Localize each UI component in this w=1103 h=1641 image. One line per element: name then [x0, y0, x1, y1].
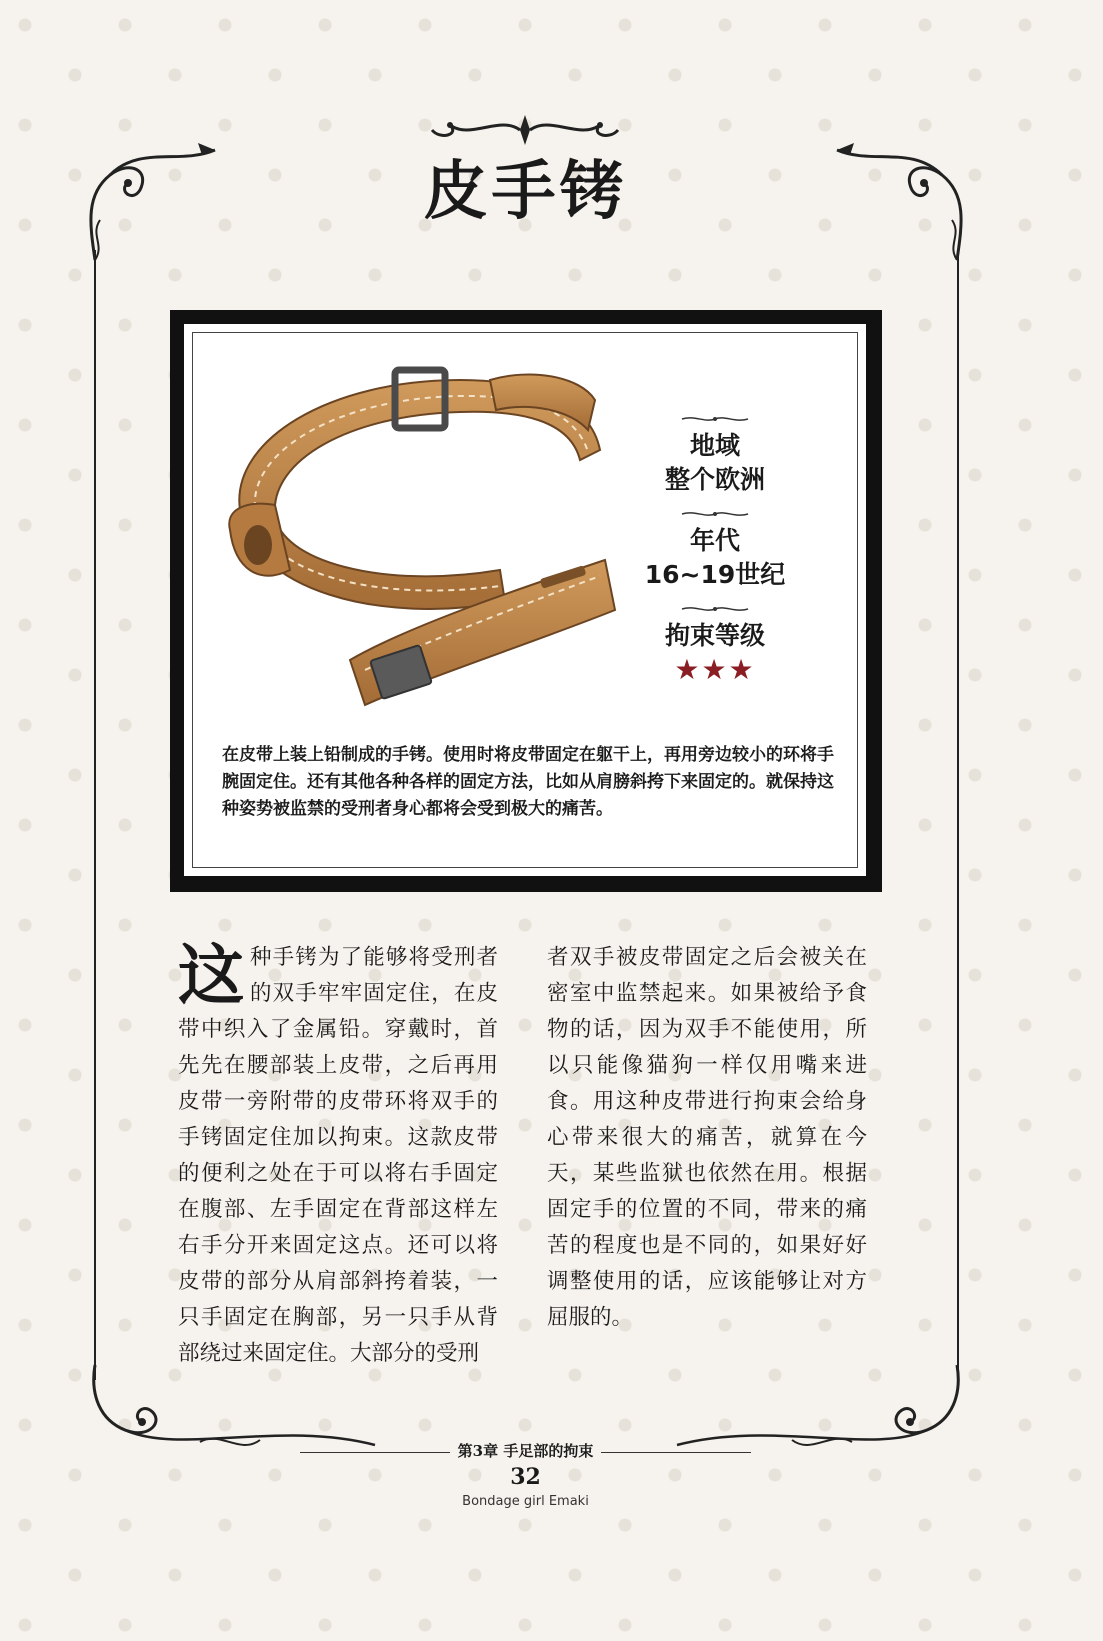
region-label: 地域 — [689, 431, 740, 460]
body-column-right — [547, 940, 867, 1336]
border-right-line — [957, 250, 959, 1380]
region-block — [640, 410, 790, 497]
body-text-left: 种手铐为了能够将受刑者的双手牢牢固定住，在皮带中织入了金属铅。穿戴时，首先先在腰部装上皮带，之后再用皮带一旁附带的皮带环将双手的手铐固定住加以拘束。这款皮带的便利之处在于可以将右手固定在腹部、左手固定在背部这样左右手分开来固定这点。还可以将皮带的部分从肩部斜挎着装，一只手固定在胸部，另一只手从背部绕过来固定住。大部分的受刑 — [178, 945, 498, 1366]
era-label: 年代 — [689, 526, 740, 555]
footer-rule-left — [300, 1452, 450, 1453]
divider-ornament — [680, 510, 750, 518]
era-value: 16~19世纪 — [644, 560, 786, 589]
border-left-line — [94, 250, 96, 1380]
footer-rule-right — [601, 1452, 751, 1453]
restraint-level-block — [640, 600, 790, 687]
chapter-label — [0, 1440, 1051, 1461]
illustration-caption: 在皮带上装上铅制成的手铐。使用时将皮带固定在躯干上，再用旁边较小的环将手腕固定住。还有其他各种各样的固定方法，比如从肩膀斜挎下来固定的。就保持这种姿势被监禁的受刑者身心都将会受到极大的痛苦。 — [222, 745, 834, 819]
era-block — [640, 505, 790, 592]
body-column-left — [178, 936, 498, 1372]
region-value: 整个欧洲 — [664, 465, 765, 494]
page-number: 32 — [510, 1464, 541, 1490]
leather-cuff-illustration — [200, 340, 640, 720]
divider-ornament — [680, 415, 750, 423]
restraint-level-label: 拘束等级 — [664, 621, 765, 650]
body-text-right: 者双手被皮带固定之后会被关在密室中监禁起来。如果被给予食物的话，因为双手不能使用，所以只能像猫狗一样仅用嘴来进食。用这种皮带进行拘束会给身心带来很大的痛苦，就算在今天，某些监狱也依然在用。根据固定手的位置的不同，带来的痛苦的程度也是不同的，如果好好调整使用的话，应该能够让对方屈服的。 — [547, 945, 867, 1330]
info-panel — [640, 410, 790, 695]
restraint-level-stars: ★★★ — [674, 653, 756, 686]
divider-ornament — [680, 605, 750, 613]
book-title: Bondage girl Emaki — [462, 1494, 589, 1509]
drop-cap: 这 — [178, 936, 244, 1014]
page-title: 皮手铐 — [423, 155, 628, 229]
chapter-title: 第3章 手足部的拘束 — [457, 1442, 594, 1460]
